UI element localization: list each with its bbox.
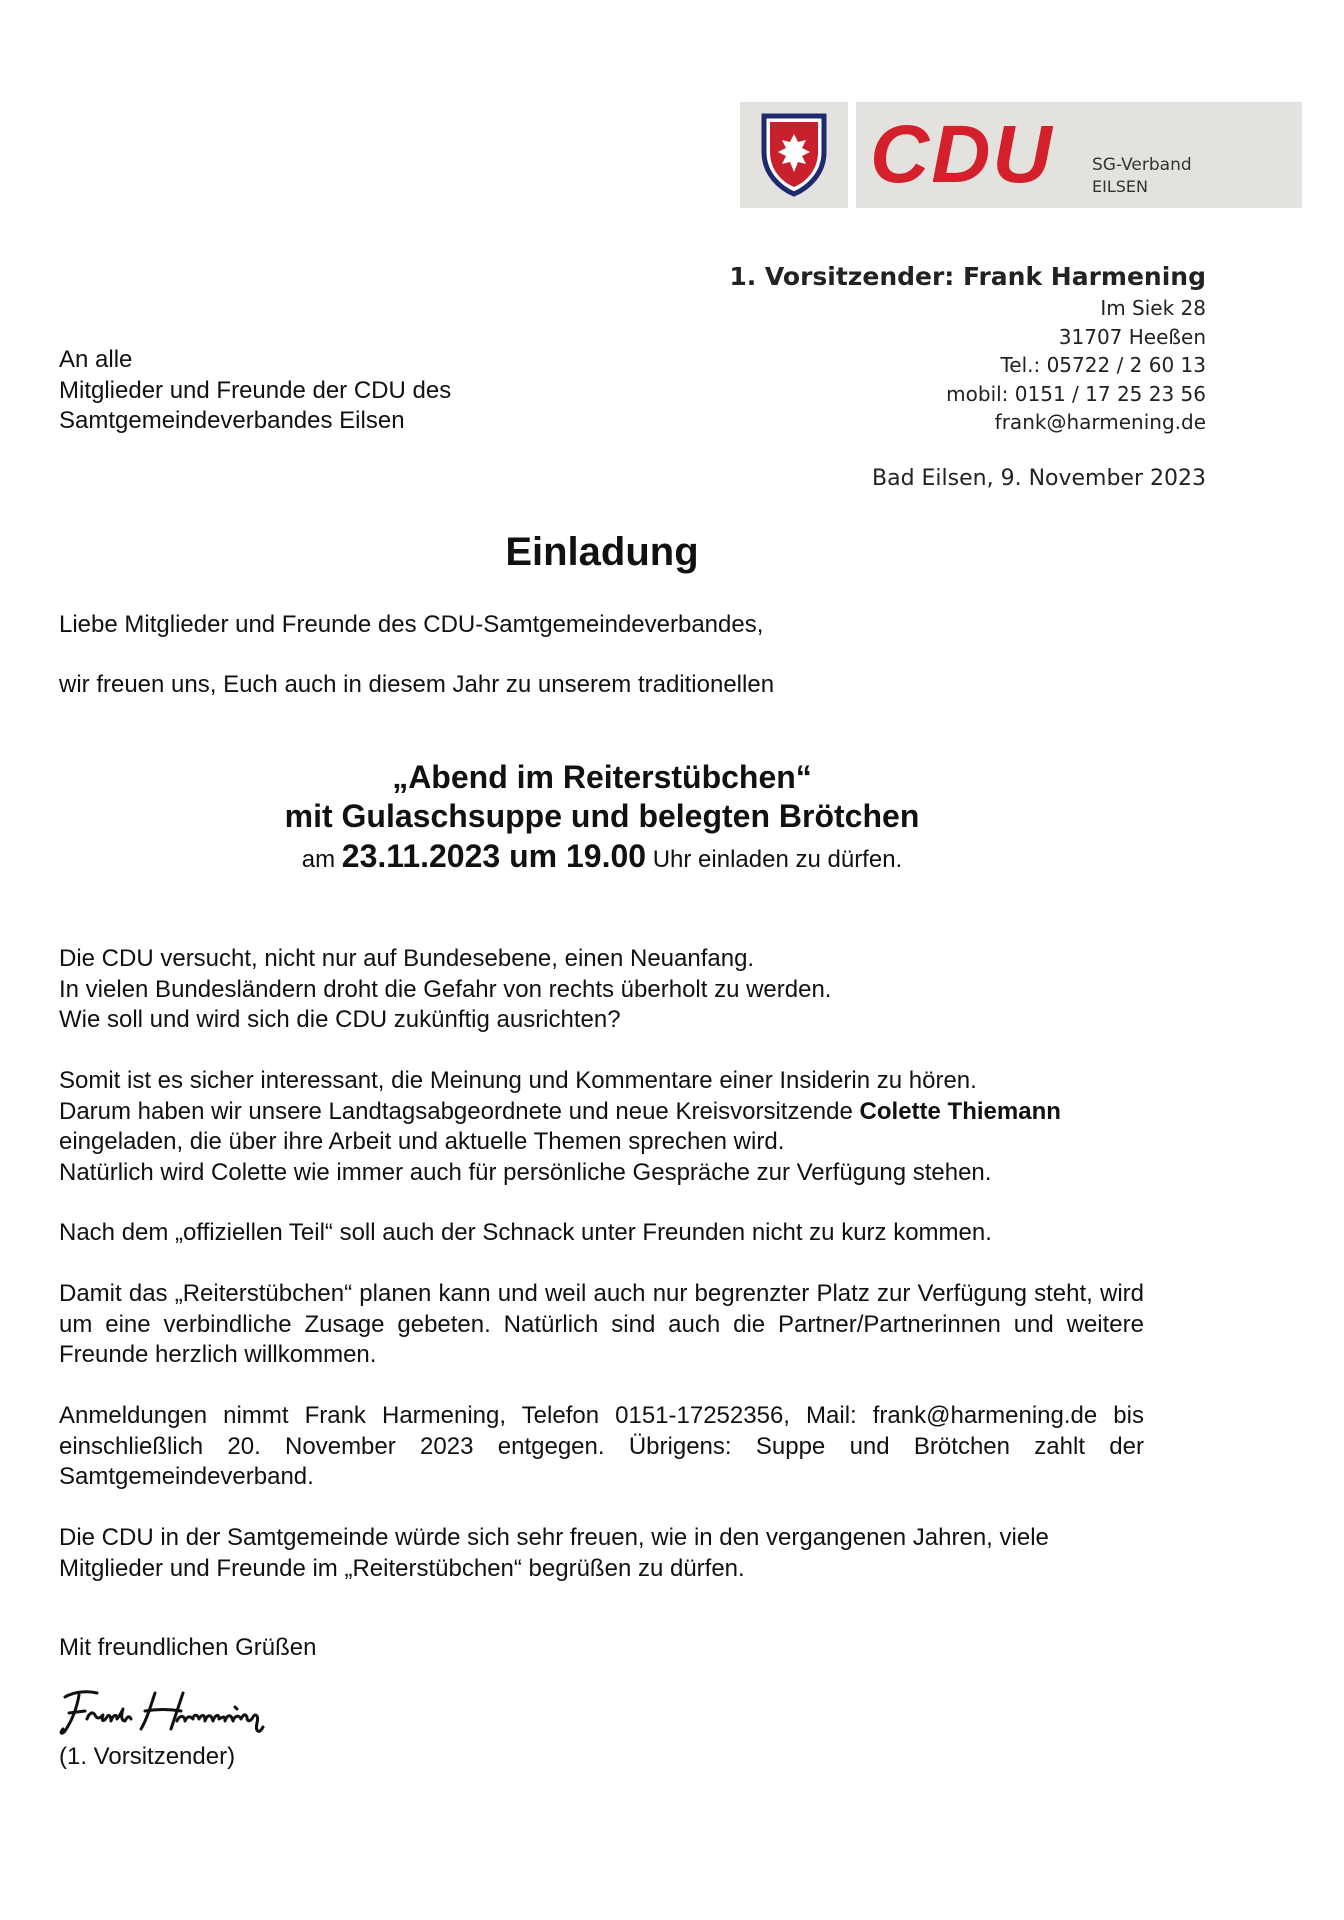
sender-mobile: mobil: 0151 / 17 25 23 56 xyxy=(946,381,1206,406)
paragraph-1 xyxy=(59,944,1144,1036)
recipient-line: Mitglieder und Freunde der CDU des xyxy=(59,376,452,404)
paragraph-6 xyxy=(59,1523,1144,1584)
cdu-logo-box xyxy=(856,102,1302,208)
closing-text: Mit freundlichen Grüßen xyxy=(59,1634,317,1661)
event-datetime-line xyxy=(0,836,1204,880)
event-block xyxy=(0,758,1204,880)
signature-role: (1. Vorsitzender) xyxy=(59,1743,236,1770)
paragraph-line: eingeladen, die über ihre Arbeit und aktuelle Themen sprechen wird. xyxy=(59,1128,785,1155)
letter-date: Bad Eilsen, 9. November 2023 xyxy=(872,466,1206,491)
sender-city: 31707 Heeßen xyxy=(1058,324,1206,349)
paragraph-text: Die CDU in der Samtgemeinde würde sich sehr freuen, wie in den vergangenen Jahren, viele Mitglieder und Freunde im „Reiterstübchen“ begrüßen zu dürfen. xyxy=(59,1524,1049,1582)
paragraph-5 xyxy=(59,1401,1144,1493)
cdu-logo: CDU xyxy=(870,109,1054,200)
paragraph-line xyxy=(59,1097,1144,1128)
sender-name: 1. Vorsitzender: Frank Harmening xyxy=(729,262,1206,291)
letter-title: Einladung xyxy=(505,530,699,574)
event-name: „Abend im Reiterstübchen“ xyxy=(392,759,812,795)
crest-logo-box xyxy=(740,102,848,208)
recipient-line: Samtgemeindeverbandes Eilsen xyxy=(59,407,405,434)
logo-subtitle-association: SG-Verband xyxy=(1092,155,1192,175)
recipient-address xyxy=(59,345,451,437)
intro xyxy=(59,670,1144,701)
event-menu: mit Gulaschsuppe und belegten Brötchen xyxy=(284,798,920,834)
greeting xyxy=(59,610,1144,641)
sender-address xyxy=(729,260,1206,437)
logo-subtitle-location: EILSEN xyxy=(1092,177,1148,196)
event-suffix: Uhr einladen zu dürfen. xyxy=(652,846,903,873)
greeting-text: Liebe Mitglieder und Freunde des CDU-Samtgemeindeverbandes, xyxy=(59,611,764,638)
sender-phone: Tel.: 05722 / 2 60 13 xyxy=(1000,353,1206,377)
closing xyxy=(59,1633,1144,1664)
paragraph-2 xyxy=(59,1066,1144,1188)
event-prefix: am xyxy=(301,846,336,873)
paragraph-4 xyxy=(59,1279,1144,1371)
paragraph-line: Natürlich wird Colette wie immer auch für persönliche Gespräche zur Verfügung stehen. xyxy=(59,1158,992,1186)
sender-street: Im Siek 28 xyxy=(1100,296,1206,320)
coat-of-arms-icon xyxy=(760,112,828,198)
paragraph-line: Somit ist es sicher interessant, die Meinung und Kommentare einer Insiderin zu hören. xyxy=(59,1067,977,1094)
paragraph-text: Anmeldungen nimmt Frank Harmening, Telefon 0151-17252356, Mail: frank@harmening.de bis einschließlich 20. November 2023 entgegen. Übrigens: Suppe und Brötchen zahlt der Samtgemeindeverband. xyxy=(59,1402,1144,1490)
speaker-name: Colette Thiemann xyxy=(859,1097,1061,1125)
recipient-line: An alle xyxy=(59,346,133,373)
paragraph-text: Damit das „Reiterstübchen“ planen kann und weil auch nur begrenzter Platz zur Verfügung steht, wird um eine verbindliche Zusage gebeten. Natürlich sind auch die Partner/Partnerinnen und weitere Freunde herzlich willkommen. xyxy=(59,1280,1144,1368)
paragraph-line: Die CDU versucht, nicht nur auf Bundesebene, einen Neuanfang. xyxy=(59,945,755,972)
paragraph-text: Nach dem „offiziellen Teil“ soll auch der Schnack unter Freunden nicht zu kurz kommen. xyxy=(59,1219,992,1246)
paragraph-line: Wie soll und wird sich die CDU zukünftig ausrichten? xyxy=(59,1006,621,1033)
event-datetime: 23.11.2023 um 19.00 xyxy=(341,838,647,874)
paragraph-text: Darum haben wir unsere Landtagsabgeordnete und neue Kreisvorsitzende xyxy=(59,1097,853,1125)
intro-text: wir freuen uns, Euch auch in diesem Jahr zu unserem traditionellen xyxy=(59,671,775,698)
paragraph-3 xyxy=(59,1218,1144,1249)
sender-email: frank@harmening.de xyxy=(994,410,1206,434)
paragraph-line: In vielen Bundesländern droht die Gefahr von rechts überholt zu werden. xyxy=(59,975,832,1003)
handwritten-signature xyxy=(59,1683,319,1737)
